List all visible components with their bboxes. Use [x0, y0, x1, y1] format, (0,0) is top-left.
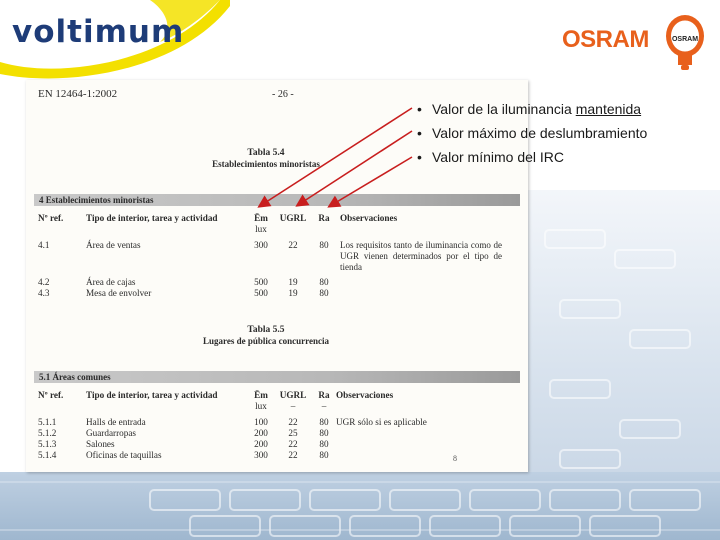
cell-ugr: 22: [288, 240, 298, 250]
col-obs: Observaciones: [340, 213, 398, 223]
cell-ra: 80: [319, 428, 329, 438]
table-unit-row: [38, 401, 522, 412]
cell-ra: 80: [319, 417, 329, 427]
cell-ugr: 22: [288, 439, 298, 449]
cell-em: 200: [254, 439, 268, 449]
table-title: Tabla 5.4: [247, 148, 285, 158]
cell-obs: UGR sólo si es aplicable: [336, 417, 427, 427]
table-subtitle: Lugares de pública concurrencia: [203, 336, 329, 346]
bullet-text: Valor máximo de deslumbramiento: [432, 125, 648, 141]
cell-ref: 5.1.2: [38, 428, 57, 438]
unit-ra: –: [321, 401, 327, 411]
cell-ra: 80: [319, 288, 329, 298]
cell-em: 500: [254, 277, 268, 287]
cell-tipo: Guardarropas: [86, 428, 136, 438]
bullet-emphasis: mantenida: [575, 101, 642, 117]
bullet-text: Valor mínimo del IRC: [432, 149, 565, 165]
col-ra: Ra: [318, 213, 330, 223]
cell-ref: 4.1: [38, 240, 50, 250]
col-em: Ēm: [254, 213, 268, 223]
table-header-row: [38, 213, 522, 224]
page-number: - 26 -: [272, 89, 294, 100]
cell-tipo: Mesa de envolver: [86, 288, 152, 298]
bullet-text: Valor de la iluminancia: [432, 101, 576, 117]
col-obs: Observaciones: [336, 390, 394, 400]
voltimum-logo: voltimum: [12, 14, 185, 50]
col-ugr: UGRL: [279, 213, 307, 223]
cell-ugr: 19: [288, 277, 298, 287]
table-subtitle: Establecimientos minoristas: [212, 159, 320, 169]
bullet-dot-icon: •: [417, 149, 422, 165]
col-ra: Ra: [318, 390, 330, 400]
table-row: [38, 288, 522, 299]
cell-tipo: Salones: [86, 439, 115, 449]
col-tipo: Tipo de interior, tarea y actividad: [86, 390, 218, 400]
cell-ra: 80: [319, 277, 329, 287]
section-header: 4 Establecimientos minoristas: [34, 194, 520, 206]
cell-em: 300: [254, 240, 268, 250]
cell-tipo: Oficinas de taquillas: [86, 450, 162, 460]
cell-ref: 4.2: [38, 277, 50, 287]
osram-logo: OSRAM: [562, 26, 649, 53]
cell-ra: 80: [319, 240, 329, 250]
cell-ref: 5.1.1: [38, 417, 57, 427]
bottom-decor-strip: [0, 472, 720, 540]
table-row: [38, 439, 522, 450]
col-ugr: UGRL: [279, 390, 307, 400]
bullet-dot-icon: •: [417, 101, 422, 117]
table-row: [38, 428, 522, 439]
cell-ugr: 25: [288, 428, 298, 438]
cell-ugr: 22: [288, 450, 298, 460]
col-em: Ēm: [254, 390, 268, 400]
cell-em: 500: [254, 288, 268, 298]
unit-em: lux: [255, 401, 267, 411]
bullet-list: [416, 97, 716, 169]
table-header-row: [38, 390, 522, 401]
cell-ugr: 22: [288, 417, 298, 427]
cell-ra: 80: [319, 450, 329, 460]
cell-ref: 5.1.3: [38, 439, 57, 449]
table-row: [38, 417, 522, 428]
bullet-item: [416, 145, 716, 169]
col-ref: Nº ref.: [38, 213, 64, 223]
footer-mark: 8: [453, 454, 457, 463]
unit-ugr: –: [290, 401, 296, 411]
cell-tipo: Halls de entrada: [86, 417, 146, 427]
cell-ref: 5.1.4: [38, 450, 57, 460]
cell-ugr: 19: [288, 288, 298, 298]
cell-ra: 80: [319, 439, 329, 449]
cell-ref: 4.3: [38, 288, 50, 298]
unit-em: lux: [255, 224, 267, 234]
cell-em: 300: [254, 450, 268, 460]
table-row: [38, 450, 522, 461]
osram-bulb-label: OSRAM: [671, 36, 699, 43]
osram-bulb-icon: [664, 14, 706, 72]
table-title: Tabla 5.5: [247, 325, 285, 335]
bullet-dot-icon: •: [417, 125, 422, 141]
cell-obs: Los requisitos tanto de iluminancia como de UGR vienen determinados por el tipo de tienda: [340, 240, 502, 272]
table-row: [38, 277, 522, 288]
cell-tipo: Área de cajas: [86, 277, 136, 287]
bullet-item: [416, 97, 716, 121]
bullet-item: [416, 121, 716, 145]
col-tipo: Tipo de interior, tarea y actividad: [86, 213, 218, 223]
cell-em: 100: [254, 417, 268, 427]
standard-reference: EN 12464-1:2002: [38, 88, 118, 100]
cell-tipo: Área de ventas: [86, 240, 141, 250]
col-ref: Nº ref.: [38, 390, 64, 400]
cell-em: 200: [254, 428, 268, 438]
table-unit-row: [38, 224, 522, 235]
section-header: 5.1 Áreas comunes: [34, 371, 520, 383]
